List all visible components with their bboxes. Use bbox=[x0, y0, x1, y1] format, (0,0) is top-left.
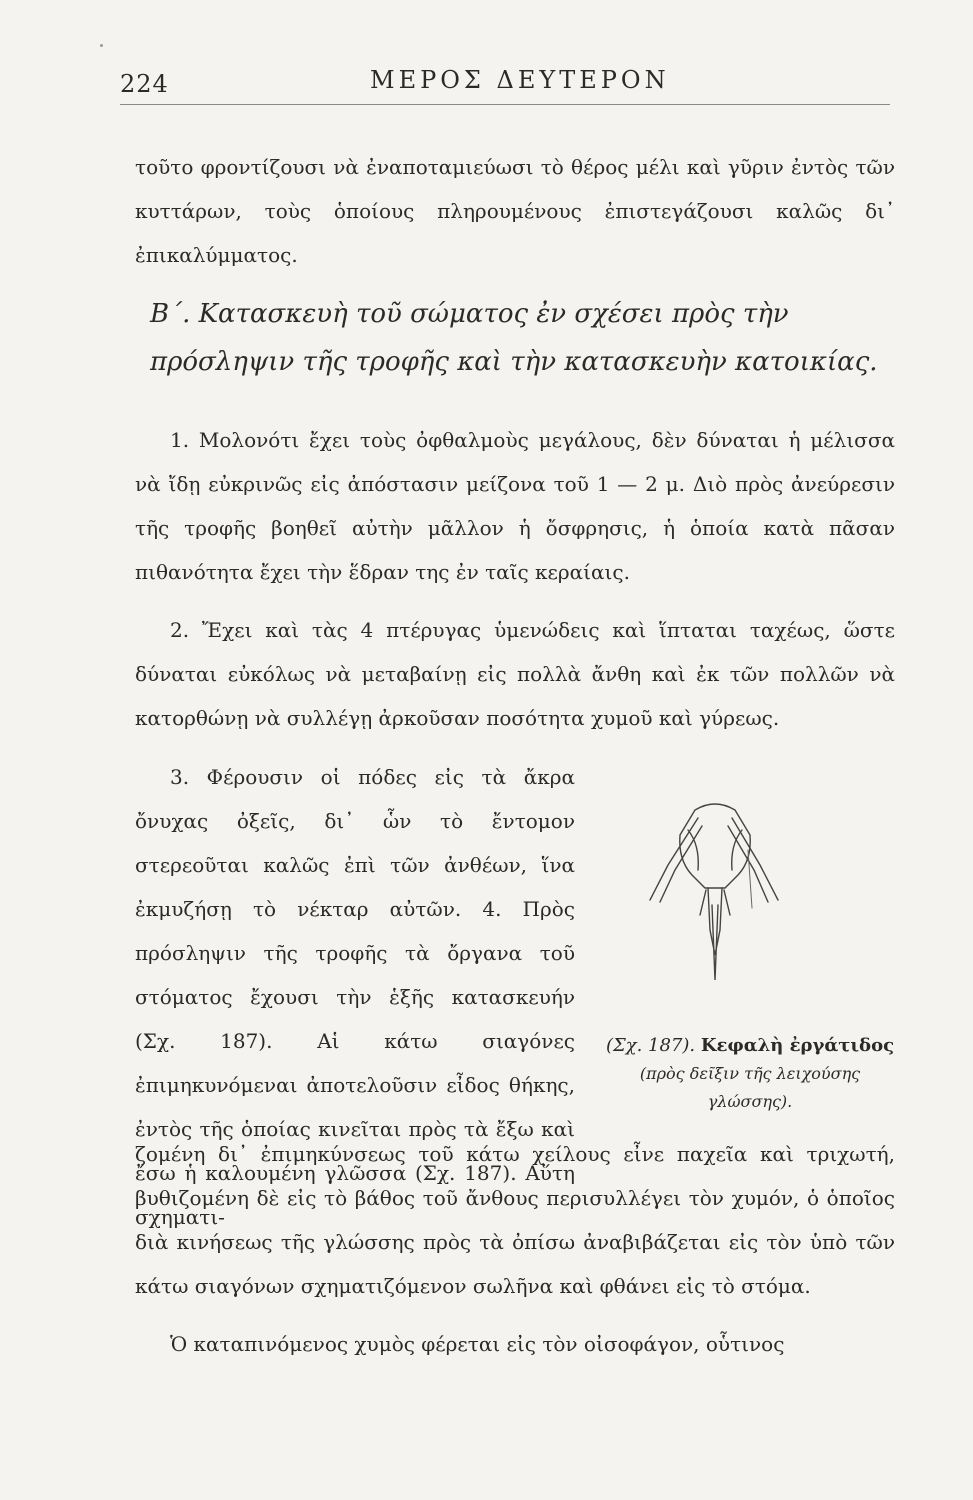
running-head: ΜΕΡΟΣ ΔΕΥΤΕΡΟΝ bbox=[370, 66, 670, 94]
left-antenna bbox=[650, 818, 698, 900]
tongue bbox=[712, 905, 718, 980]
header-rule bbox=[120, 104, 890, 105]
left-antenna-inner bbox=[660, 826, 702, 902]
figure-caption bbox=[600, 1032, 900, 1116]
labial-palp-right bbox=[724, 890, 730, 915]
paragraph-item-2: 2. Ἔχει καὶ τὰς 4 πτέρυγας ὑμενώδεις καὶ ἵπταται ταχέως, ὥστε δύναται εὐκόλως νὰ μεταβαίνῃ εἰς πολλὰ ἄνθη καὶ ἐκ τῶν πολλῶν νὰ κατορθώνῃ νὰ συλλέγῃ ἀρκοῦσαν ποσότητα χυμοῦ καὶ γύρεως. bbox=[135, 618, 895, 730]
mandible-sheath bbox=[708, 888, 722, 955]
head-stroke bbox=[748, 850, 752, 908]
labial-palp-left bbox=[700, 890, 706, 915]
figure-number: (Σχ. 187). bbox=[605, 1035, 696, 1056]
intro-paragraph: τοῦτο φροντίζουσι νὰ ἐναποταμιεύωσι τὸ θέρος μέλι καὶ γῦριν ἐντὸς τῶν κυττάρων, τοὺς ὁποίους πληρουμένους ἐπιστεγάζουσι καλῶς δι᾽ ἐπικαλύμματος. bbox=[135, 155, 895, 267]
page-number: 224 bbox=[120, 70, 169, 98]
figure-subtitle: (πρὸς δεῖξιν τῆς λειχούσης γλώσσης). bbox=[639, 1064, 861, 1111]
left-eye bbox=[688, 830, 698, 870]
figure-title: Κεφαλὴ ἐργάτιδος bbox=[700, 1035, 895, 1056]
right-antenna bbox=[732, 818, 778, 900]
right-antenna-inner bbox=[728, 826, 768, 902]
bee-head-figure bbox=[640, 790, 790, 990]
last-line: Ὁ καταπινόμενος χυμὸς φέρεται εἰς τὸν οἰσοφάγον, οὗτινος bbox=[170, 1332, 785, 1356]
continuation-paragraph: ζομένη δι᾽ ἐπιμηκύνσεως τοῦ κάτω χείλους εἶνε παχεῖα καὶ τριχωτή, βυθιζομένη δὲ εἰς τὸ βάθος τοῦ ἄνθους περισυλλέγει τὸν χυμόν, ὁ ὁποῖος διὰ κινήσεως τῆς γλώσσης πρὸς τὰ ὀπίσω ἀναβιβάζεται εἰς τὸν ὑπὸ τῶν κάτω σιαγόνων σχηματιζόμενον σωλῆνα καὶ φθάνει εἰς τὸ στόμα. bbox=[135, 1142, 895, 1298]
paper-speck bbox=[100, 44, 103, 47]
paragraph-items-3-4: 3. Φέρουσιν οἱ πόδες εἰς τὰ ἄκρα ὄνυχας ὀξεῖς, δι᾽ ὧν τὸ ἔντομον στερεοῦται καλῶς ἐπὶ τῶν ἀνθέων, ἵνα ἐκμυζήσῃ τὸ νέκταρ αὐτῶν. 4. Πρὸς πρόσληψιν τῆς τροφῆς τὰ ὄργανα τοῦ στόματος ἔχουσι τὴν ἑξῆς κατασκευήν (Σχ. 187). Αἱ κάτω σιαγόνες ἐπιμηκυνόμεναι ἀποτελοῦσιν εἶδος θήκης, ἐντὸς τῆς ὁποίας κινεῖται πρὸς τὰ ἔξω καὶ ἔσω ἡ καλουμένη γλῶσσα (Σχ. 187). Αὕτη σχηματι- bbox=[135, 765, 575, 1229]
section-title: Β΄. Κατασκευὴ τοῦ σώματος ἐν σχέσει πρὸς τὴν πρόσληψιν τῆς τροφῆς καὶ τὴν κατασκευὴν κατοικίας. bbox=[150, 299, 878, 377]
paragraph-item-1: 1. Μολονότι ἔχει τοὺς ὀφθαλμοὺς μεγάλους, δὲν δύναται ἡ μέλισσα νὰ ἴδῃ εὐκρινῶς εἰς ἀπόστασιν μείζονα τοῦ 1 — 2 μ. Διὸ πρὸς ἀνεύρεσιν τῆς τροφῆς βοηθεῖ αὐτὴν μᾶλλον ἡ ὄσφρησις, ἡ ὁποία κατὰ πᾶσαν πιθανότητα ἔχει τὴν ἕδραν της ἐν ταῖς κεραίαις. bbox=[135, 428, 895, 584]
